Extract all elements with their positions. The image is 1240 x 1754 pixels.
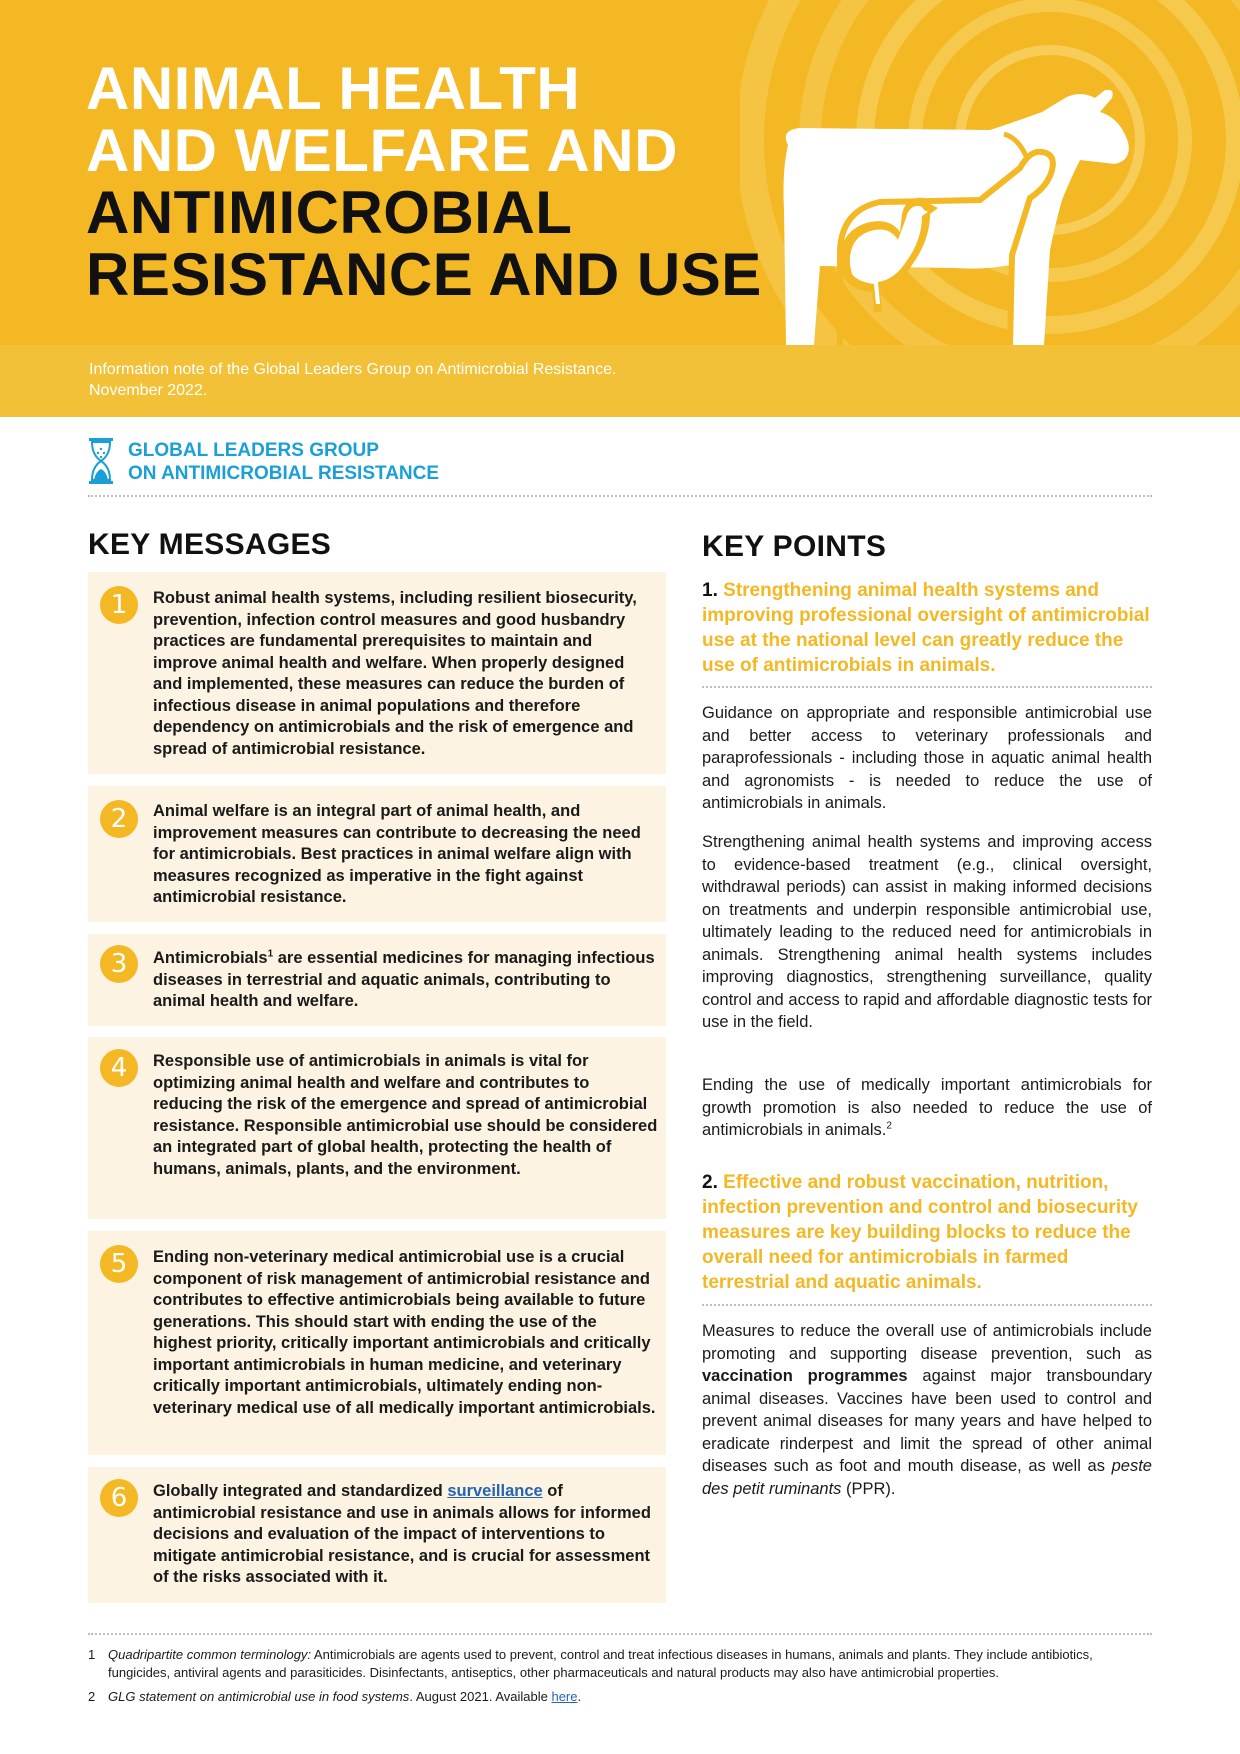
divider-top	[88, 495, 1152, 497]
divider-kp-2	[702, 1304, 1152, 1306]
number-badge: 5	[100, 1245, 138, 1283]
number-badge: 1	[100, 586, 138, 624]
para-text-end: (PPR).	[841, 1479, 896, 1498]
key-message-text	[153, 948, 658, 1013]
number-badge: 2	[100, 800, 138, 838]
header-banner	[0, 0, 1240, 345]
hourglass-icon	[88, 437, 114, 485]
footnote-end: .	[577, 1689, 582, 1704]
logo-line-2: ON ANTIMICROBIAL RESISTANCE	[128, 463, 440, 484]
number-badge: 4	[100, 1049, 138, 1087]
title-line-3: ANTIMICROBIAL	[86, 179, 573, 246]
para-text-mid: against major transboundary animal diseases. Vaccines have been used to control and prevent animal diseases for many years and have helped to eradicate rinderpest and limit the spread of other animal diseases such as foot and mouth disease, as well as	[702, 1367, 1152, 1475]
key-message-2	[88, 786, 666, 922]
key-message-5	[88, 1231, 666, 1455]
key-message-text: Ending non-veterinary medical antimicrobial use is a crucial component of risk management of antimicrobial resistance and contributes to effective antimicrobials being available to future generations. This should start with ending the use of the highest priority, critically important antimicrobials and critically important antimicrobials in human medicine, and veterinary critically important antimicrobials, ultimately ending non-veterinary medical use of all medically important antimicrobials.	[153, 1248, 656, 1417]
title-line-4: RESISTANCE AND USE	[86, 241, 762, 308]
page-title	[86, 55, 762, 308]
surveillance-link[interactable]: surveillance	[447, 1482, 543, 1500]
key-point-2-para-1	[702, 1320, 1152, 1500]
key-message-text-start: Antimicrobials	[153, 949, 268, 967]
footnote-italic: Quadripartite common terminology:	[108, 1647, 312, 1662]
footnote-text	[108, 1646, 1158, 1682]
key-message-text-end: of antimicrobial resistance and use in animals allows for informed decisions and evaluation of the impact of interventions to mitigate antimicrobial resistance, and is crucial for assessment of the risks associated with it.	[153, 1482, 651, 1586]
key-point-2-heading	[702, 1170, 1152, 1295]
key-point-1-heading	[702, 578, 1152, 678]
key-point-heading-text: Strengthening animal health systems and improving professional oversight of antimicrobial use at the national level can greatly reduce the use of antimicrobials in animals.	[702, 580, 1150, 676]
footnote-number: 1	[88, 1647, 96, 1662]
logo-line-1: GLOBAL LEADERS GROUP	[128, 440, 379, 461]
here-link[interactable]: here	[551, 1689, 578, 1704]
footnote-italic: GLG statement on antimicrobial use in food systems	[108, 1689, 410, 1704]
footnote-ref[interactable]: 1	[267, 948, 274, 960]
para-italic: peste des petit ruminants	[702, 1457, 1152, 1498]
title-line-2: AND WELFARE AND	[86, 117, 678, 184]
key-message-text: Animal welfare is an integral part of animal health, and improvement measures can contribute to decreasing the need for antimicrobials. Best practices in animal welfare align with measures recognized as imperative in the fight against antimicrobial resistance.	[153, 802, 641, 906]
subtitle-line-1: Information note of the Global Leaders Group on Antimicrobial Resistance.	[89, 361, 617, 378]
number-badge: 3	[100, 945, 138, 983]
key-points-title: KEY POINTS	[702, 530, 887, 563]
key-messages-title: KEY MESSAGES	[88, 528, 332, 561]
footnote-body: . August 2021. Available	[409, 1689, 552, 1704]
key-point-1-para-2: Strengthening animal health systems and improving access to evidence-based treatment (e.g., clinical oversight, withdrawal periods) can assist in making informed decisions on treatments and underpin responsible antimicrobial use, ultimately leading to the reduced need for antimicrobials in animals. Strengthening animal health systems includes improving diagnostics, strengthening surveillance, quality control and access to rapid and affordable diagnostic tests for use in the field.	[702, 833, 1152, 1031]
divider-footnotes	[88, 1633, 1152, 1635]
subtitle-band	[0, 345, 1240, 417]
footnote-1	[88, 1646, 1158, 1682]
animals-illustration	[780, 90, 1170, 345]
key-message-3	[88, 934, 666, 1026]
key-message-text-end: are essential medicines for managing infectious diseases in terrestrial and aquatic animals, contributing to animal health and welfare.	[153, 949, 655, 1010]
key-message-text-start: Globally integrated and standardized	[153, 1482, 448, 1500]
footnote-ref[interactable]: 2	[886, 1120, 892, 1132]
key-message-1	[88, 572, 666, 774]
key-point-1-para-3	[702, 1074, 1152, 1142]
key-point-number: 2.	[702, 1172, 718, 1193]
title-line-1: ANIMAL HEALTH	[86, 55, 581, 122]
cow-icon	[784, 90, 1129, 345]
para-text-start: Measures to reduce the overall use of antimicrobials include promoting and supporting disease prevention, such as	[702, 1322, 1152, 1363]
footnote-number: 2	[88, 1689, 96, 1704]
key-message-text: Robust animal health systems, including resilient biosecurity, prevention, infection control measures and good husbandry practices are fundamental prerequisites to maintain and improve animal health and welfare. When properly designed and implemented, these measures can reduce the burden of infectious disease in animal populations and therefore dependency on antimicrobials and the risk of emergence and spread of antimicrobial resistance.	[153, 589, 637, 758]
key-point-1-para-1: Guidance on appropriate and responsible antimicrobial use and better access to veterinary professionals and paraprofessionals - including those in aquatic animal health and agronomists - is needed to reduce the use of antimicrobials in animals.	[702, 704, 1152, 812]
footnote-text	[108, 1688, 1158, 1706]
footnote-body: Antimicrobials are agents used to prevent, control and treat infectious diseases in humans, animals and plants. They include antibiotics, fungicides, antiviral agents and parasiticides. Disinfectants, antiseptics, other pharmaceuticals and natural products may also have antimicrobial properties.	[108, 1647, 1093, 1680]
logo-text	[128, 439, 439, 485]
divider-kp-1	[702, 686, 1152, 688]
number-badge: 6	[100, 1479, 138, 1517]
key-message-text	[153, 1481, 658, 1589]
key-point-heading-text: Effective and robust vaccination, nutrition, infection prevention and control and biosecurity measures are key building blocks to reduce the overall need for antimicrobials in farmed terrestrial and aquatic animals.	[702, 1172, 1138, 1293]
key-message-6	[88, 1467, 666, 1603]
key-point-number: 1.	[702, 580, 718, 601]
key-message-text: Responsible use of antimicrobials in animals is vital for optimizing animal health and welfare and contributes to reducing the risk of the emergence and spread of antimicrobial resistance. Responsible antimicrobial use should be considered an integrated part of global health, protecting the health of humans, animals, plants, and the environment.	[153, 1052, 658, 1178]
subtitle-line-2: November 2022.	[89, 382, 208, 399]
footnote-2	[88, 1688, 1158, 1706]
para-bold: vaccination programmes	[702, 1367, 908, 1385]
para-text: Ending the use of medically important antimicrobials for growth promotion is also needed to reduce the use of antimicrobials in animals.	[702, 1076, 1152, 1139]
key-message-4	[88, 1037, 666, 1219]
